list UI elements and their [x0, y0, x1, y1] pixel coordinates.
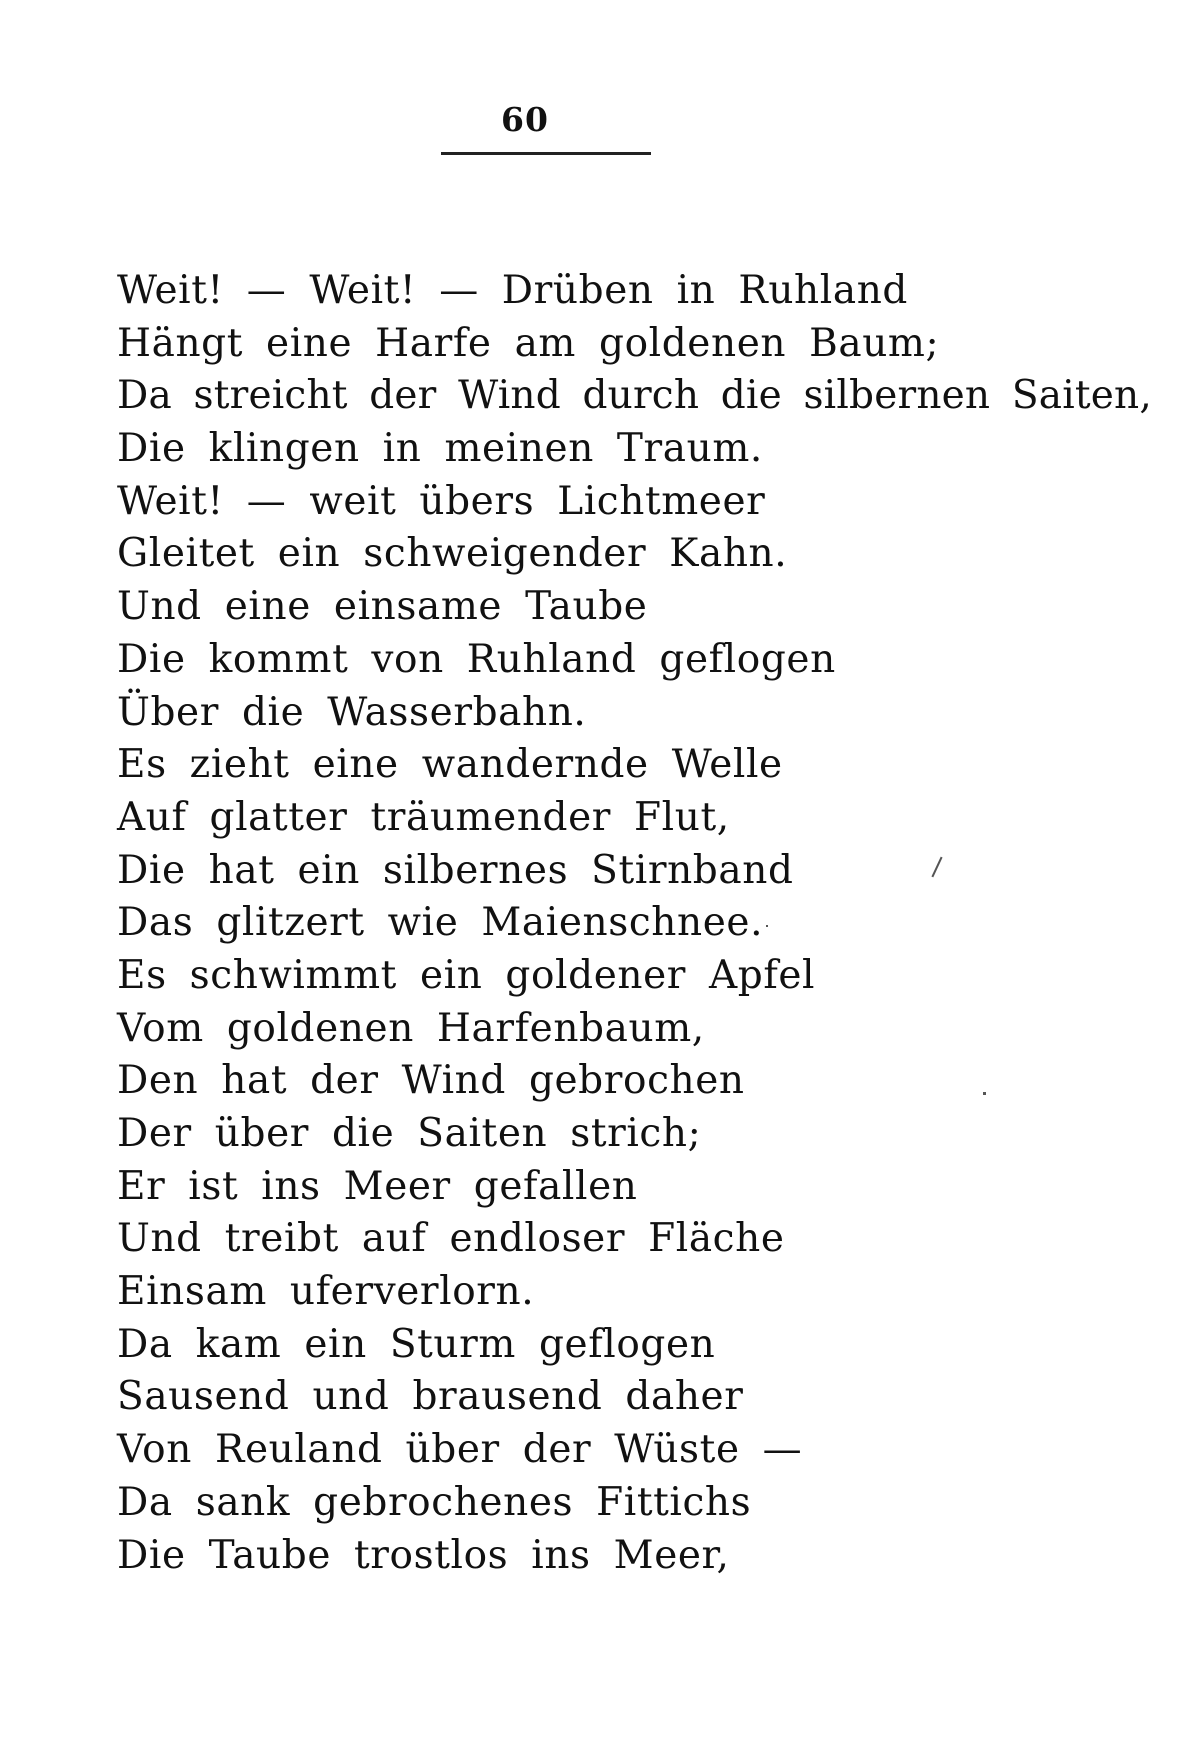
poem-line: Einsam uferverlorn. [117, 1269, 535, 1315]
poem-line: Hängt eine Harfe am goldenen Baum; [117, 320, 940, 366]
poem-line: Vom goldenen Harfenbaum, [117, 1005, 705, 1051]
scan-speck [983, 1092, 986, 1095]
poem-line: Den hat der Wind gebrochen [117, 1058, 745, 1104]
poem-line: Die hat ein silbernes Stirnband [117, 847, 794, 893]
poem-line: Gleitet ein schweigender Kahn. [117, 531, 788, 577]
scan-speck [766, 925, 768, 927]
poem-line: Und eine einsame Taube [117, 584, 648, 630]
poem-line: Die kommt von Ruhland geflogen [117, 636, 836, 682]
poem-line: Da kam ein Sturm geflogen [117, 1321, 716, 1367]
poem-line: Und treibt auf endloser Fläche [117, 1216, 785, 1262]
poem-line: Weit! — weit übers Lichtmeer [117, 478, 766, 524]
poem-line: Das glitzert wie Maienschnee. [117, 900, 764, 946]
poem-line: Die klingen in meinen Traum. [117, 426, 763, 472]
poem-text [117, 265, 1167, 1582]
poem-line: Auf glatter träumender Flut, [117, 794, 730, 840]
poem-line: Die Taube trostlos ins Meer, [117, 1532, 730, 1578]
poem-line: Er ist ins Meer gefallen [117, 1163, 638, 1209]
poem-line: Es schwimmt ein goldener Apfel [117, 952, 816, 998]
poem-line: Es zieht eine wandernde Welle [117, 742, 783, 788]
poem-line: Da sank gebrochenes Fittichs [117, 1479, 752, 1525]
poem-line: Da streicht der Wind durch die silbernen Saiten, [117, 373, 1152, 419]
poem-line: Von Reuland über der Wüste — [117, 1427, 803, 1473]
page-number: 60 [501, 100, 549, 139]
poem-line: Sausend und brausend daher [117, 1374, 744, 1420]
poem-line: Der über die Saiten strich; [117, 1111, 702, 1156]
poem-line: Weit! — Weit! — Drüben in Ruhland [117, 268, 908, 313]
page-number-rule [441, 152, 651, 155]
poem-line: Über die Wasserbahn. [117, 689, 587, 735]
